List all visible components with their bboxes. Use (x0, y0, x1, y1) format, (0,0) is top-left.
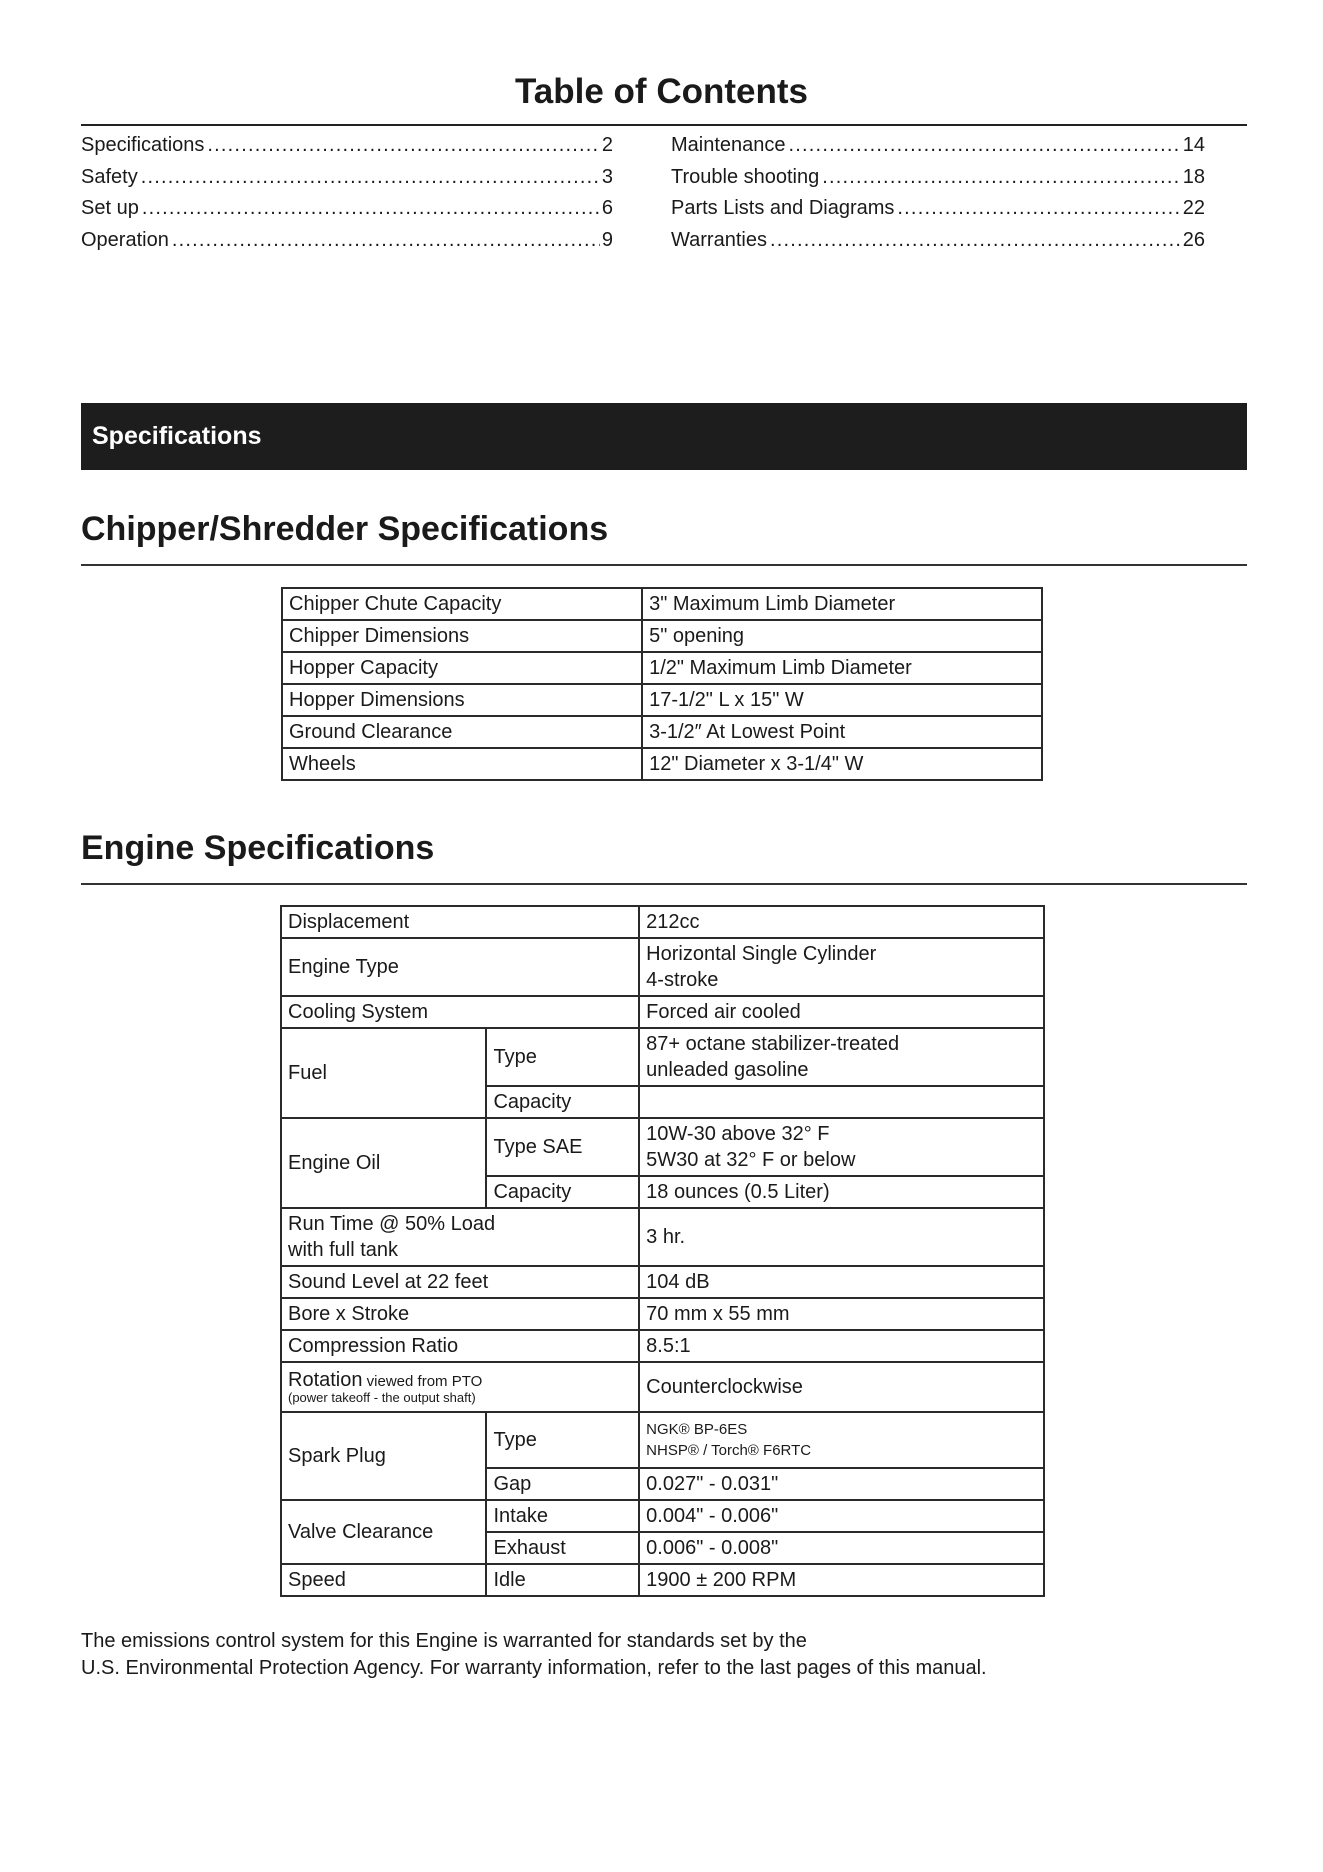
toc-divider (81, 124, 1247, 126)
toc-leader-dots (207, 134, 599, 157)
spec-label (281, 1362, 639, 1412)
spec-value: 3" Maximum Limb Diameter (642, 588, 1042, 620)
table-row (282, 748, 1042, 780)
toc-page-number: 3 (601, 165, 613, 188)
spec-value (639, 1028, 1044, 1086)
spec-label-line: Run Time @ 50% Load (288, 1213, 496, 1235)
spec-sublabel: Capacity (486, 1176, 639, 1208)
toc-title: Table of Contents (515, 72, 808, 111)
table-row (281, 906, 1044, 938)
toc-entry-maintenance[interactable] (671, 134, 1205, 166)
spec-sublabel: Type SAE (486, 1118, 639, 1176)
spec-value-line: 5W30 at 32° F or below (646, 1149, 856, 1171)
spec-value (639, 1086, 1044, 1118)
toc-leader-dots (770, 229, 1181, 252)
spec-value: 17-1/2" L x 15" W (642, 684, 1042, 716)
spec-value: 1900 ± 200 RPM (639, 1564, 1044, 1596)
toc-label: Safety (81, 165, 138, 188)
table-row (282, 652, 1042, 684)
toc-page-number: 6 (601, 197, 613, 219)
toc-entry-specifications[interactable] (81, 134, 613, 166)
toc-label: Specifications (81, 134, 205, 156)
chipper-specs-table (281, 587, 1043, 781)
toc-label: Trouble shooting (671, 165, 820, 188)
spec-sublabel: Capacity (486, 1086, 639, 1118)
spec-label: Speed (281, 1564, 486, 1596)
rotation-label: Rotation (288, 1369, 363, 1391)
toc-page-number: 18 (1182, 165, 1205, 188)
toc-leader-dots (172, 229, 600, 252)
table-row (281, 1500, 1044, 1532)
toc-right-column (671, 134, 1205, 260)
table-row (281, 938, 1044, 996)
toc-entry-warranties[interactable] (671, 229, 1205, 261)
spec-value (639, 1118, 1044, 1176)
table-row (281, 1266, 1044, 1298)
table-row (281, 1330, 1044, 1362)
spec-value (639, 1412, 1044, 1468)
table-row (281, 1118, 1044, 1176)
spec-value: 104 dB (639, 1266, 1044, 1298)
spec-value-line: NGK® BP-6ES (646, 1421, 748, 1438)
chipper-heading-rule (81, 564, 1247, 566)
emissions-note (81, 1628, 1247, 1682)
toc-label: Warranties (671, 228, 767, 251)
spec-sublabel: Idle (486, 1564, 639, 1596)
spec-sublabel: Type (486, 1412, 639, 1468)
spec-value: 12" Diameter x 3-1/4" W (642, 748, 1042, 780)
spec-label-line: with full tank (288, 1239, 399, 1261)
spec-value-line: Horizontal Single Cylinder (646, 943, 877, 965)
toc-label: Parts Lists and Diagrams (671, 197, 895, 219)
toc-leader-dots (141, 166, 600, 189)
emissions-note-line: The emissions control system for this Engine is warranted for standards set by the (81, 1630, 807, 1652)
engine-heading-rule (81, 883, 1247, 885)
spec-label: Spark Plug (281, 1412, 486, 1500)
spec-label: Chipper Chute Capacity (282, 588, 642, 620)
spec-label: Valve Clearance (281, 1500, 486, 1564)
spec-label: Displacement (281, 906, 639, 938)
toc-page-number: 9 (601, 228, 613, 251)
spec-label: Engine Type (281, 938, 639, 996)
table-row (282, 716, 1042, 748)
spec-label: Bore x Stroke (281, 1298, 639, 1330)
spec-label: Sound Level at 22 feet (281, 1266, 639, 1298)
spec-value: 70 mm x 55 mm (639, 1298, 1044, 1330)
toc-entry-trouble-shooting[interactable] (671, 166, 1205, 198)
spec-value: 0.027" - 0.031" (639, 1468, 1044, 1500)
table-row (282, 684, 1042, 716)
table-row (281, 996, 1044, 1028)
spec-value-line: 87+ octane stabilizer-treated (646, 1033, 900, 1055)
rotation-label-small: viewed from PTO (362, 1373, 483, 1390)
spec-value: Counterclockwise (639, 1362, 1044, 1412)
spec-value-line: 4-stroke (646, 969, 719, 991)
spec-value: 5" opening (642, 620, 1042, 652)
spec-value: 1/2" Maximum Limb Diameter (642, 652, 1042, 684)
engine-specs-heading: Engine Specifications (81, 829, 435, 867)
toc-leader-dots (789, 134, 1181, 157)
spec-label: Fuel (281, 1028, 486, 1118)
toc-leader-dots (142, 197, 600, 220)
spec-value: 0.004" - 0.006" (639, 1500, 1044, 1532)
spec-sublabel: Type (486, 1028, 639, 1086)
table-row (281, 1298, 1044, 1330)
spec-value-line: unleaded gasoline (646, 1059, 809, 1081)
table-row (281, 1412, 1044, 1468)
spec-sublabel: Intake (486, 1500, 639, 1532)
toc-label: Set up (81, 197, 139, 219)
spec-value-line: NHSP® / Torch® F6RTC (646, 1442, 812, 1459)
spec-value: 212cc (639, 906, 1044, 938)
toc-left-column (81, 134, 613, 260)
toc-page-number: 22 (1182, 197, 1205, 219)
toc-leader-dots (822, 166, 1181, 189)
emissions-note-line: U.S. Environmental Protection Agency. For warranty information, refer to the last pages of this manual. (81, 1657, 987, 1679)
table-row (281, 1208, 1044, 1266)
spec-value: 8.5:1 (639, 1330, 1044, 1362)
spec-value: 0.006" - 0.008" (639, 1532, 1044, 1564)
table-row (281, 1028, 1044, 1086)
spec-label: Wheels (282, 748, 642, 780)
chipper-specs-heading: Chipper/Shredder Specifications (81, 510, 609, 548)
table-row (281, 1564, 1044, 1596)
table-row (281, 1362, 1044, 1412)
toc-entry-safety[interactable] (81, 166, 613, 198)
engine-specs-table (280, 905, 1045, 1597)
spec-label: Engine Oil (281, 1118, 486, 1208)
spec-value-line: 10W-30 above 32° F (646, 1123, 830, 1145)
spec-label: Hopper Dimensions (282, 684, 642, 716)
spec-label (281, 1208, 639, 1266)
spec-label: Hopper Capacity (282, 652, 642, 684)
toc-leader-dots (897, 197, 1180, 220)
spec-label: Cooling System (281, 996, 639, 1028)
rotation-note: (power takeoff - the output shaft) (288, 1390, 476, 1405)
spec-value: Forced air cooled (639, 996, 1044, 1028)
spec-sublabel: Gap (486, 1468, 639, 1500)
table-row (282, 588, 1042, 620)
toc-page-number: 2 (601, 134, 613, 156)
toc-entry-operation[interactable] (81, 229, 613, 261)
toc-page-number: 14 (1182, 134, 1205, 156)
specifications-section-bar: Specifications (81, 403, 1247, 470)
rotation-label-line (288, 1369, 632, 1391)
spec-value (639, 938, 1044, 996)
spec-label: Ground Clearance (282, 716, 642, 748)
toc-page-number: 26 (1182, 228, 1205, 251)
table-row (282, 620, 1042, 652)
spec-value: 3 hr. (639, 1208, 1044, 1266)
spec-label: Chipper Dimensions (282, 620, 642, 652)
toc-label: Operation (81, 228, 169, 251)
spec-value: 3-1/2″ At Lowest Point (642, 716, 1042, 748)
toc-entry-set-up[interactable] (81, 197, 613, 229)
spec-sublabel: Exhaust (486, 1532, 639, 1564)
spec-value: 18 ounces (0.5 Liter) (639, 1176, 1044, 1208)
spec-label: Compression Ratio (281, 1330, 639, 1362)
toc-label: Maintenance (671, 134, 786, 156)
toc-entry-parts-lists[interactable] (671, 197, 1205, 229)
